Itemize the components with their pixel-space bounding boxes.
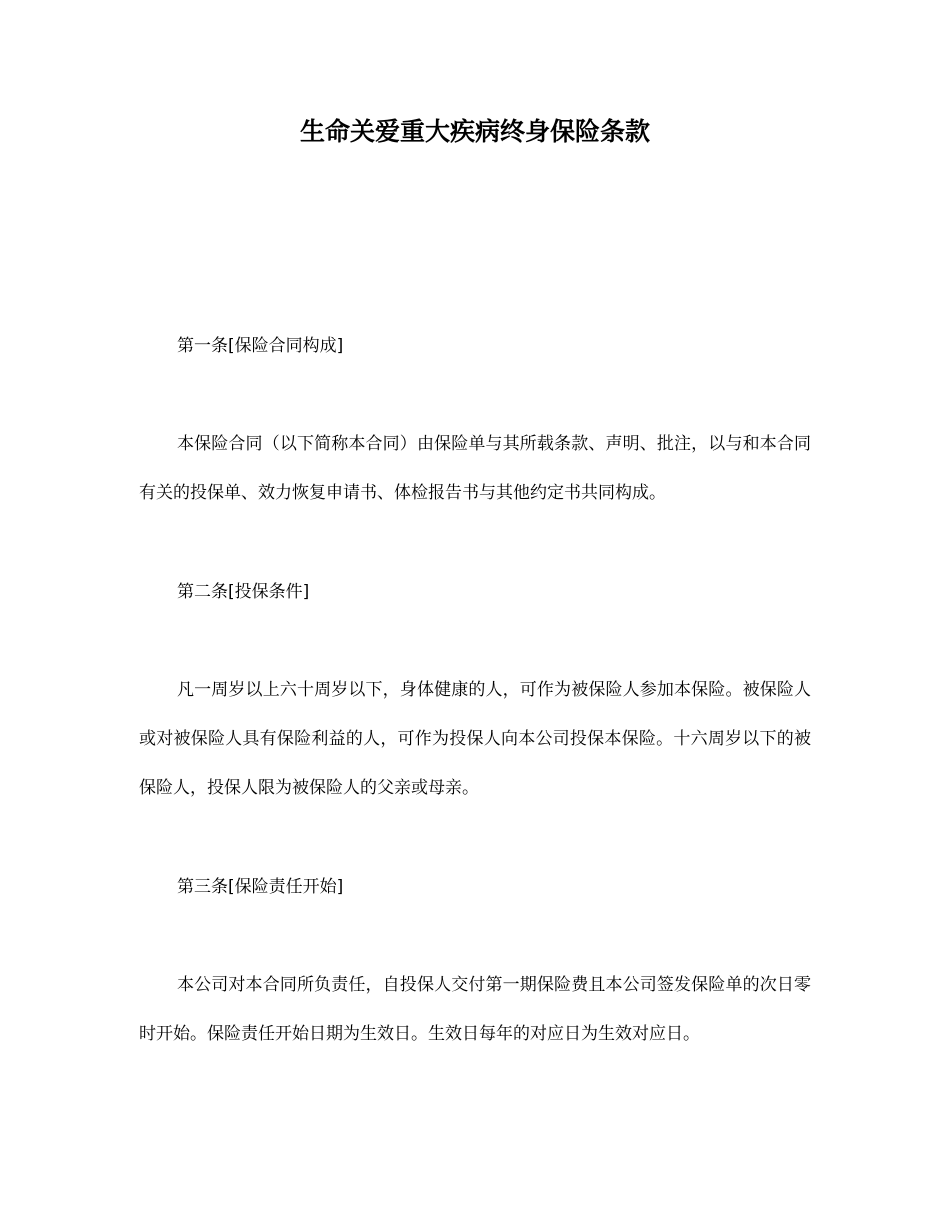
section-3-paragraph: 本公司对本合同所负责任，自投保人交付第一期保险费且本公司签发保险单的次日零时开始。保险责任开始日期为生效日。生效日每年的对应日为生效对应日。 xyxy=(139,975,811,1044)
section-2-paragraph: 凡一周岁以上六十周岁以下，身体健康的人，可作为被保险人参加本保险。被保险人或对被保险人具有保险利益的人，可作为投保人向本公司投保本保险。十六周岁以下的被保险人，投保人限为被保险人的父亲或母亲。 xyxy=(139,680,811,798)
section-1-heading: 第一条[保险合同构成] xyxy=(177,336,344,356)
section-3-heading: 第三条[保险责任开始] xyxy=(177,877,344,897)
section-2-heading: 第二条[投保条件] xyxy=(177,582,310,602)
section-1-paragraph: 本保险合同（以下简称本合同）由保险单与其所载条款、声明、批注，以与和本合同有关的投保单、效力恢复申请书、体检报告书与其他约定书共同构成。 xyxy=(139,434,811,503)
document-title: 生命关爱重大疾病终身保险条款 xyxy=(299,117,650,146)
